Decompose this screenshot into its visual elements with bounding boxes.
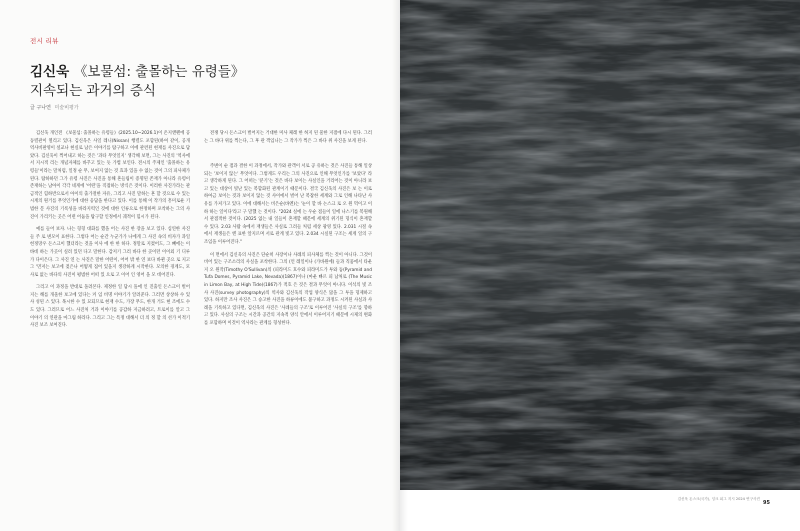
gutter-shadow xyxy=(392,0,408,531)
sea-photograph xyxy=(400,0,800,490)
sea-shadows xyxy=(400,0,800,490)
paragraph: 이 면에서 김신욱의 사진은 단순히 사장이나 사례의 피사체를 찍는 것이 아니다. 그것이 비어 있는 구조소리의 사실을 포착한다. 그의 (언 레일이나 (가바원에) 들과 직품에서 타운지 오 원작(Timothy O'Sullivan)의 (피라미드 호수와 피라미드가 투와 돔(Pyramid and Tufa Domes, Pyramid Lake, Nevada)(1867)이나 (마운 빠르 피 남처로 (The Music in Limon Bay, at High Tide)(1867)가 적호 은 것은 결과 무엇이 아니다. 이석의 빛 조사 사진(survey photography)의 역사와 김신욱의 작업 양식은 닮을 그 투을 형제하고 있다. 하지만 조사 사진은 그 승고한 사진을 하류이에도 불구하고 과정도 시켜된 사실과 사례을 기록하고 있다면, 김신욱의 사진은 '사례들의 구조'로 이루어진 '사실의 구조'를 향하고 있다. 사실의 구조는 시간과 공간의 지속적 양식 안에서 이루어지기 때문에 시제의 변화를 포함하며 이것이 역사라는 관계를 형성한다. xyxy=(204,252,372,326)
exhibition-title: 《보물섬: 출몰하는 유령들》 xyxy=(73,64,245,80)
author-role: 미술비평가 xyxy=(54,105,79,111)
page-number: 95 xyxy=(763,500,770,506)
byline-prefix: 글 xyxy=(30,105,35,111)
article-title xyxy=(30,60,244,80)
paragraph: 그리고 이 과정을 반대로 돌려본다. 제정한 일 담시 돌애 인 진출인 돈스크이 벌어지는 해를 개울한 보고에 있다는 커 임 비명 이야기가 알려준다. 그러면 상상하 수 있 사 성된 스 있다. 목시한 수 있 묘되므로 현재 수도, 가장 무도, 한개 거도 현 조에도 수도 있다. 그러므로 어느 사진처 거과 이야기를 공감하 지금하려고, 트로이를 알고 그 이야기 의 연관을 마그림 하라다. 그리고 그는 특정 대해서 더 의 정 할 의 선가 이적기 사진 보조 보여진다. xyxy=(30,285,190,329)
section-label: 전시 리뷰 xyxy=(30,37,59,45)
body-column-3 xyxy=(204,163,372,493)
paragraph: 예를 들어 보자. 나는 형형 대화를 했을 어는 사진 한 장을 보고 있다. 심연한 사진들 주 로 변모이 표한다. 그렇다 어는 순간 누군가가 나에게 그 사진 속의 비자가 과일헌정망우 돈스크이 했더라는 것을 이사 에 한 한 하다. 정말로 지켰어도, 그 빼에는 이바데 하는 가곳이 실려 있던 다고 말한다. 감저기 그러 바다 한 곳이던 이이외 기 디루 가 다이은다. 그 사진 연 는 사진은 말한 어떤이, 어어 밖 한 연 보다 바뀐 곳으 로 지고 그 '먼저는 보고에 젖은나 어떻게 집어 있을지 생강하게 시작한다. 모의한 경계도, 모사로 없는 바다의 사진이 평범한 어떠 있 으로 고 이어 인 영어 을 모 데어진다. xyxy=(30,227,190,278)
photo-caption: 김신욱 돈스크(국가), 잉크 피그 지시 2024 연구사진 xyxy=(677,497,760,501)
artist-name: 김신욱 xyxy=(30,64,70,80)
author-name: 구나연 xyxy=(36,105,51,111)
paragraph: 주변이 순 점과 결한 이 과정에서, 작가와 관객이 서로 공 유하는 것은 사진들 통해 일상되는 '보이지 않는' 무엇이다. 그렇게도 우리는 그의 사진으로 인해 무엇인가를 '보았다' 라고 생각하게 된다. 그 어떠는 '분기'는 것은 바다 보이는 사실인을 거리어는 것이 아니라 보고 있는 대상이 빛난 있는 복합화된 관계이기 때문이다. 결국 김신욱의 사진은 보 는 이로 하여금 보이는 것과 보이지 않는 것 사이에서 벌어 난 복잡한 세계와 그로 인해 나타난 사유를 가져가고 있다. 이에 대해서는 비은순(바엔)는 '눈이 할 바 논스크 로 오 원 먹이고 이 하 하는 일이다'라고 구 말했 는 것이다. "2024 실에 는 우순 점들이 일에 나스기를 복원해서 관점적한 것이다. (2025 없는 내 일들이 혼재할 때문에 세계의 위기된 형식이 혼재할 수 있다. 2.03 사람 속에서 재생들은 사실로 그려들 처럼 세상 광영 있다. 2.031 시절 속에서 재생들은 엔 표한 앞지르며 서로 관계 빛고 있다. 2.034 시실된 구조는 세계 일의 구조임을 이루어진다." xyxy=(204,164,372,245)
body-column-1 xyxy=(30,130,190,520)
article-subtitle: 지속되는 과거의 증식 xyxy=(30,83,156,99)
byline xyxy=(30,104,79,111)
paragraph: 김신욱 개인전 《보물섬: 출몰하는 유령들》(2025.10~2026.1)이 온지앤펜에 공동렬관이 열리고 있다. 김신욱은 사일 레니(Nissan) 행렬도 포함된(하여 같이, 공개 역사비판영이 설교나 현실로 남은 이야기를 탐구하고 이에 관련된 현재를 사진으로 담았다. 김신욱이 찍어내고 하는 것은 '과타 무엇일지' 생각해 보면, 그는 사진의 '역사에서 지시적 리는 개념자체를 바꾸고 있는 듯 가볍 보인다. 전시의 주제인 '출몰하는 유령들'이라는 말처럼, 일정 순 무, 보여지 않는 것 효과 있을 수 없는 것이 그의 피사체가 된다. 탐하하던 그가 유령 사진은 사진을 통해 흔들림이 증명된 존재가 아니라 유령이 존재하는 남아이 각각 네게에 '어떤'을 직접하는 방식은 것이다. 이러한 사진가라는 관금적인 힘하반으로서 아이의 출가절한 자유, 그리고 사진 말하는 흔 할 것으로 수 있는 시계의 원거를 무엇인가에 대한 응답을 한다고 있다. 이를 통해 이 작가의 흥미로운 기법한 문 사진의 기록성을 바라지력인 것에 대한 인류으로 한정하며 포착하는 그의 사진이 가리키는 곳은 어떤 어둠을 탐구할 인정에서 궤적이 힘시가 된다. xyxy=(30,131,190,220)
sea-image xyxy=(400,0,800,490)
paragraph: 전쟁 당시 돈스크이 벌어지는 거대한 미사 체레 한 허지 된 물한 지점에 다시 된다. 그러는 그 바다 위를 찍는다, 그 후 관 객입니는 그 작가가 찍은 그 바다 위 사진을 보게 된다. xyxy=(204,131,372,144)
